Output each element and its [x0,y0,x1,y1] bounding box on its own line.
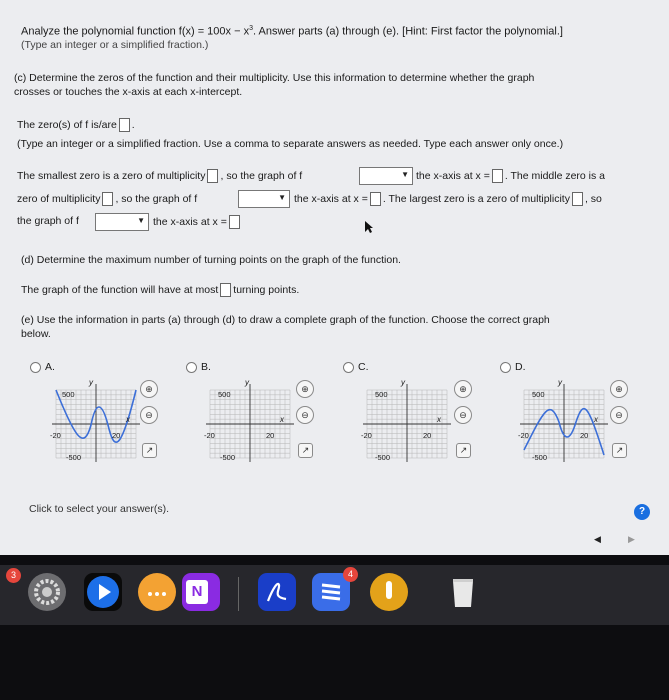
graph-b-svg [200,380,300,468]
axis-x-label: x [126,415,130,424]
graph-c-svg [357,380,457,468]
expand-icon[interactable]: ↗ [612,443,627,458]
x-tick-right: 20 [423,431,432,440]
smallest-zero-text: The smallest zero is a zero of multiplicity , so the graph of f [17,169,303,182]
graph-option-b[interactable] [200,380,300,473]
axis-x-label: x [594,415,598,424]
middle-zero-input[interactable] [370,192,381,206]
smallest-behavior-dropdown[interactable] [359,167,413,185]
largest-zero-text-2: the x-axis at x = [153,215,242,229]
messages-icon[interactable] [138,573,176,611]
graph-option-d[interactable] [514,380,614,473]
part-d-prompt: (d) Determine the maximum number of turning points on the graph of the function. [21,254,401,266]
help-button[interactable]: ? [634,504,650,520]
part-e-prompt-1: (e) Use the information in parts (a) through (d) to draw a complete graph of the function. Choose the correct graph [21,314,550,326]
part-c-prompt-2: crosses or touches the x-axis at each x-intercept. [14,86,243,98]
media-player-icon[interactable] [84,573,122,611]
chevron-down-icon: ▼ [278,193,286,202]
trash-icon[interactable] [444,573,482,611]
zeros-hint: (Type an integer or a simplified fraction. Use a comma to separate answers as needed. Type each answer only once.) [17,138,564,150]
x-tick-left: -20 [518,431,529,440]
zoom-out-icon[interactable]: ⊖ [140,406,158,424]
smallest-zero-input[interactable] [492,169,503,183]
y-tick-top: 500 [62,390,75,399]
x-tick-right: 20 [266,431,275,440]
zeros-input[interactable] [119,118,130,132]
option-c-radio[interactable]: C. [343,361,369,374]
mouse-cursor-icon [364,220,374,234]
expand-icon[interactable]: ↗ [298,443,313,458]
middle-multiplicity-input[interactable] [102,192,113,206]
largest-zero-input[interactable] [229,215,240,229]
option-d-radio[interactable]: D. [500,361,526,374]
x-tick-left: -20 [50,431,61,440]
zoom-out-icon[interactable]: ⊖ [610,406,628,424]
onenote-letter: N [186,580,208,604]
zoom-out-icon[interactable]: ⊖ [296,406,314,424]
onenote-icon[interactable] [182,573,220,611]
graph-option-c[interactable] [357,380,457,473]
graph-option-a[interactable] [46,380,146,473]
axis-y-label: y [401,378,405,387]
notification-badge: 4 [343,567,358,582]
axis-y-label: y [245,378,249,387]
axis-x-label: x [280,415,284,424]
y-tick-top: 500 [375,390,388,399]
shield-app-icon[interactable] [370,573,408,611]
zoom-in-icon[interactable]: ⊕ [454,380,472,398]
axis-y-label: y [89,378,93,387]
part-e-prompt-2: below. [21,328,51,340]
graph-d-svg [514,380,614,468]
y-tick-top: 500 [218,390,231,399]
option-a-radio[interactable]: A. [30,361,55,374]
y-tick-bottom: -500 [375,453,391,462]
y-tick-bottom: -500 [220,453,236,462]
middle-zero-text: zero of multiplicity , so the graph of f [17,192,198,205]
x-tick-right: 20 [580,431,589,440]
turning-points-input[interactable] [220,283,231,297]
dock-divider [238,577,239,611]
y-tick-top: 500 [532,390,545,399]
largest-behavior-dropdown[interactable] [95,213,149,231]
previous-arrow-icon[interactable]: ◀ [594,534,601,544]
zoom-in-icon[interactable]: ⊕ [296,380,314,398]
zeros-line: The zero(s) of f is/are . [17,118,135,131]
largest-zero-text: the graph of f [17,215,79,227]
select-answer-text: Click to select your answer(s). [29,503,170,515]
turning-points-line: The graph of the function will have at most turning points. [21,283,300,296]
expand-icon[interactable]: ↗ [456,443,471,458]
x-tick-right: 20 [112,431,121,440]
middle-zero-text-2: the x-axis at x = . The largest zero is a zero of multiplicity , so [294,192,602,205]
part-c-prompt-1: (c) Determine the zeros of the function and their multiplicity. Use this information to determine whether the graph [14,72,535,84]
x-tick-left: -20 [361,431,372,440]
largest-multiplicity-input[interactable] [572,192,583,206]
problem-statement: Analyze the polynomial function $f(x) = 100x - x^3$. Answer parts (a) through (e). [Hint: First factor the polynomial.] [21,25,563,38]
smallest-multiplicity-input[interactable] [207,169,218,183]
y-tick-bottom: -500 [532,453,548,462]
option-b-radio[interactable]: B. [186,361,211,374]
dock [0,555,669,700]
acrobat-icon[interactable] [258,573,296,611]
next-arrow-icon[interactable]: ▶ [628,534,635,544]
expand-icon[interactable]: ↗ [142,443,157,458]
zoom-out-icon[interactable]: ⊖ [454,406,472,424]
middle-behavior-dropdown[interactable] [238,190,290,208]
zoom-in-icon[interactable]: ⊕ [140,380,158,398]
graph-a-svg [46,380,146,468]
notification-badge: 3 [6,568,21,583]
chevron-down-icon: ▼ [401,170,409,179]
zoom-in-icon[interactable]: ⊕ [610,380,628,398]
system-preferences-icon[interactable] [28,573,66,611]
x-tick-left: -20 [204,431,215,440]
smallest-zero-text-2: the x-axis at x = . The middle zero is a [416,169,606,182]
problem-hint: (Type an integer or a simplified fraction.) [21,39,209,51]
axis-y-label: y [558,378,562,387]
y-tick-bottom: -500 [66,453,82,462]
axis-x-label: x [437,415,441,424]
chevron-down-icon: ▼ [137,216,145,225]
